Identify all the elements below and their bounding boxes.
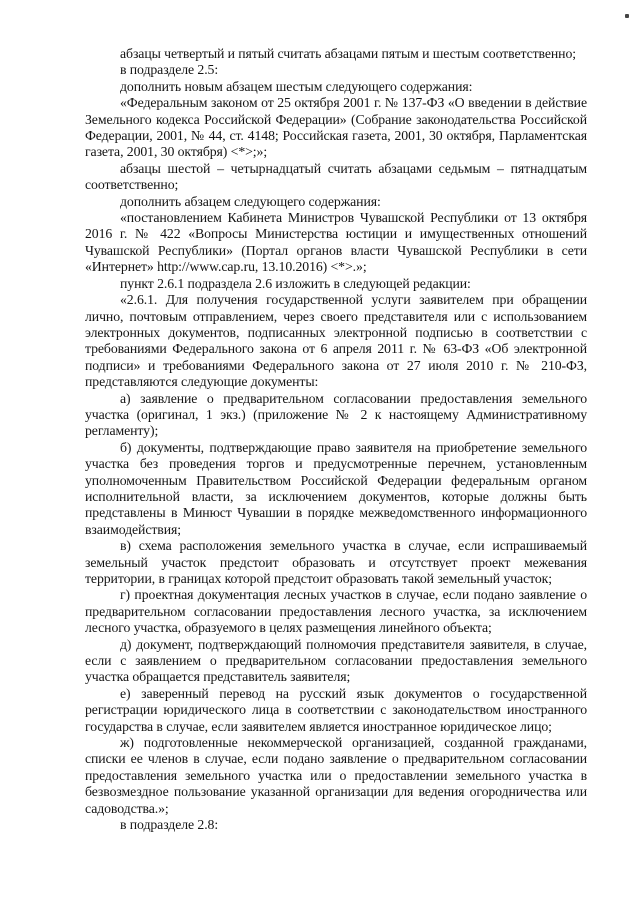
paragraph-5: абзацы шестой – четырнадцатый считать абзацами седьмым – пятнадцатым соответственно; [85, 160, 587, 193]
paragraph-13: г) проектная документация лесных участков в случае, если подано заявление о предварительном согласовании предоставления лесного участка, за исключением лесного участка, образуемого в целях размещения линейного объекта; [85, 587, 587, 636]
paragraph-15: е) заверенный перевод на русский язык документов о государственной регистрации юридического лица в соответствии с законодательством иностранного государства в случае, если заявителем является иностранное юридическое лицо; [85, 685, 587, 734]
paragraph-10: а) заявление о предварительном согласовании предоставления земельного участка (оригинал, 1 экз.) (приложение № 2 к настоящему Административному регламенту); [85, 390, 587, 439]
paragraph-16: ж) подготовленные некоммерческой организацией, созданной гражданами, списки ее членов в случае, если подано заявление о предварительном согласовании предоставления земельного участка или о предоставлении земельного участка в безвозмездное пользование указанной организации для ведения огородничества или садоводства.»; [85, 735, 587, 816]
paragraph-1: абзацы четвертый и пятый считать абзацами пятым и шестым соответственно; [120, 46, 576, 61]
document-body [85, 46, 587, 834]
scan-mark [625, 14, 629, 18]
paragraph-2: в подразделе 2.5: [120, 62, 219, 78]
paragraph-6: дополнить абзацем следующего содержания: [120, 193, 381, 209]
paragraph-11: б) документы, подтверждающие право заявителя на приобретение земельного участка без проведения торгов и предусмотренные перечнем, установленным уполномоченным Правительством Российской Федерации федеральным органом исполнительной власти, за исключением документов, которые должны быть представлены в Минюст Чувашии в порядке межведомственного информационного взаимодействия; [85, 439, 587, 537]
paragraph-17: в подразделе 2.8: [120, 817, 219, 833]
paragraph-7: «постановлением Кабинета Министров Чувашской Республики от 13 октября 2016 г. № 422 «Вопросы Министерства юстиции и имущественных отношений Чувашской Республики» (Портал органов власти Чувашской Республики в сети «Интернет» http://www.cap.ru, 13.10.2016) <*>.»; [85, 210, 587, 275]
paragraph-9: «2.6.1. Для получения государственной услуги заявителем при обращении лично, почтовым отправлением, через своего представителя или с использованием электронных документов, подписанных электронной подписью в соответствии с требованиями Федерального закона от 6 апреля 2011 г. № 63-ФЗ «Об электронной подписи» и требованиями Федерального закона от 27 июля 2010 г. № 210-ФЗ, представляются следующие документы: [85, 292, 587, 390]
paragraph-4: «Федеральным законом от 25 октября 2001 г. № 137-ФЗ «О введении в действие Земельного кодекса Российской Федерации» (Собрание законодательства Российской Федерации, 2001, № 44, ст. 4148; Российская газета, 2001, 30 октября, Парламентская газета, 2001, 30 октября) <*>;»; [85, 95, 587, 160]
paragraph-12: в) схема расположения земельного участка в случае, если испрашиваемый земельный участок предстоит образовать и отсутствует проект межевания территории, в границах которой предстоит образовать такой земельный участок; [85, 538, 587, 586]
paragraph-14: д) документ, подтверждающий полномочия представителя заявителя, в случае, если с заявлением о предварительном согласовании предоставления земельного участка обращается представитель заявителя; [85, 636, 587, 685]
paragraph-8: пункт 2.6.1 подраздела 2.6 изложить в следующей редакции: [120, 275, 471, 291]
paragraph-3: дополнить новым абзацем шестым следующего содержания: [120, 78, 473, 94]
